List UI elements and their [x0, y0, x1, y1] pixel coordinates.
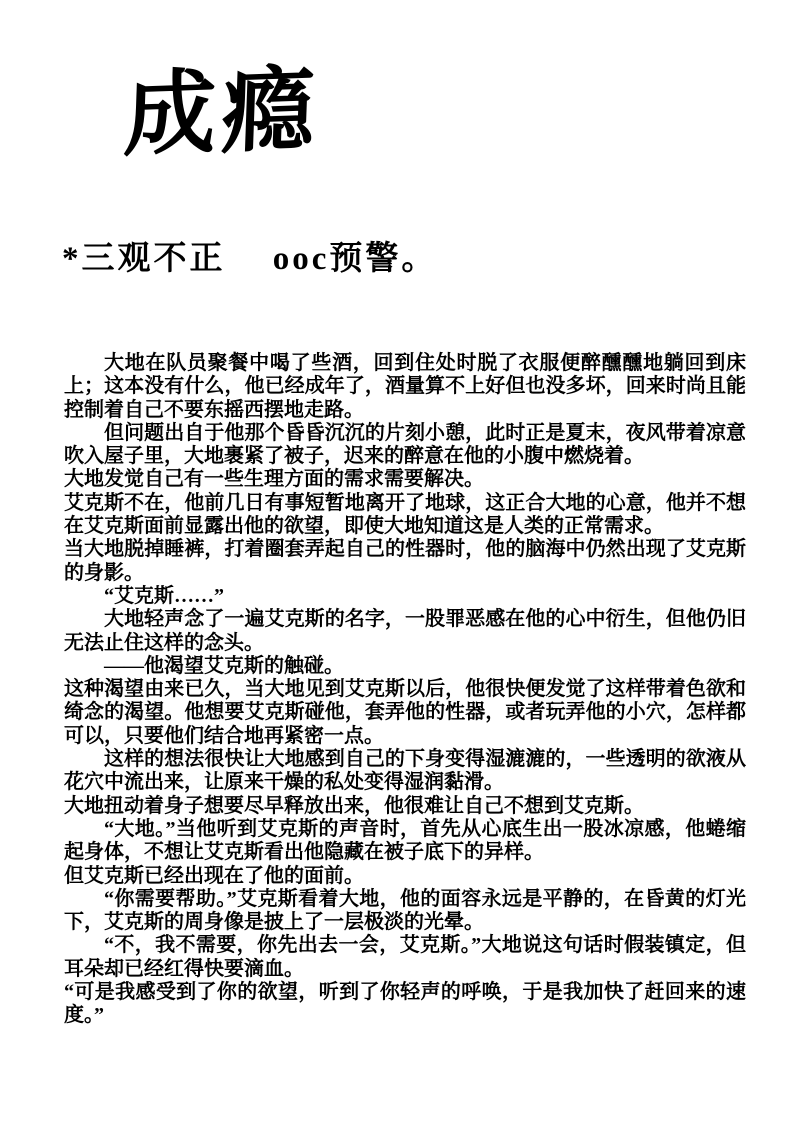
story-paragraph: “可是我感受到了你的欲望，听到了你轻声的呼唤，于是我加快了赶回来的速度。”	[64, 981, 746, 1027]
story-paragraph: “艾克斯……”	[104, 584, 224, 607]
story-body	[64, 352, 746, 1028]
story-paragraph: 但艾克斯已经出现在了他的面前。	[64, 864, 364, 887]
story-paragraph: “大地。”当他听到艾克斯的声音时，首先从心底生出一股冰凉感，他蜷缩起身体，不想让艾克斯看出他隐藏在被子底下的异样。	[64, 817, 746, 864]
story-paragraph: 大地发觉自己有一些生理方面的需求需要解决。	[64, 468, 484, 491]
story-paragraph: 但问题出自于他那个昏昏沉沉的片刻小憩，此时正是夏末，夜风带着凉意吹入屋子里，大地裹紧了被子，迟来的醉意在他的小腹中燃烧着。	[64, 421, 746, 468]
story-paragraph: 这种渴望由来已久，当大地见到艾克斯以后，他很快便发觉了这样带着色欲和绮念的渴望。他想要艾克斯碰他，套弄他的性器，或者玩弄他的小穴，怎样都可以，只要他们结合地再紧密一点。	[64, 678, 746, 747]
story-paragraph: 这样的想法很快让大地感到自己的下身变得湿漉漉的，一些透明的欲液从花穴中流出来，让原来干燥的私处变得湿润黏滑。	[64, 748, 746, 794]
story-paragraph: “不，我不需要，你先出去一会，艾克斯。”大地说这句话时假装镇定，但耳朵却已经红得快要滴血。	[64, 934, 746, 980]
story-paragraph: ——他渴望艾克斯的触碰。	[104, 654, 344, 677]
story-paragraph: 当大地脱掉睡裤，打着圈套弄起自己的性器时，他的脑海中仍然出现了艾克斯的身影。	[64, 538, 746, 584]
story-paragraph: 大地在队员聚餐中喝了些酒，回到住处时脱了衣服便醉醺醺地躺回到床上；这本没有什么，他已经成年了，酒量算不上好但也没多坏，回来时尚且能控制着自己不要东摇西摆地走路。	[64, 352, 746, 421]
story-paragraph: 艾克斯不在，他前几日有事短暂地离开了地球，这正合大地的心意，他并不想在艾克斯面前显露出他的欲望，即使大地知道这是人类的正常需求。	[64, 491, 746, 538]
warning-line: *三观不正 ooc预警。	[62, 241, 438, 277]
story-paragraph: “你需要帮助。”艾克斯看着大地，他的面容永远是平静的，在昏黄的灯光下，艾克斯的周身像是披上了一层极淡的光晕。	[64, 887, 746, 934]
story-paragraph: 大地扭动着身子想要尽早释放出来，他很难让自己不想到艾克斯。	[64, 794, 644, 817]
story-title: 成瘾	[122, 58, 322, 168]
story-paragraph: 大地轻声念了一遍艾克斯的名字，一股罪恶感在他的心中衍生，但他仍旧无法止住这样的念头。	[64, 608, 746, 654]
